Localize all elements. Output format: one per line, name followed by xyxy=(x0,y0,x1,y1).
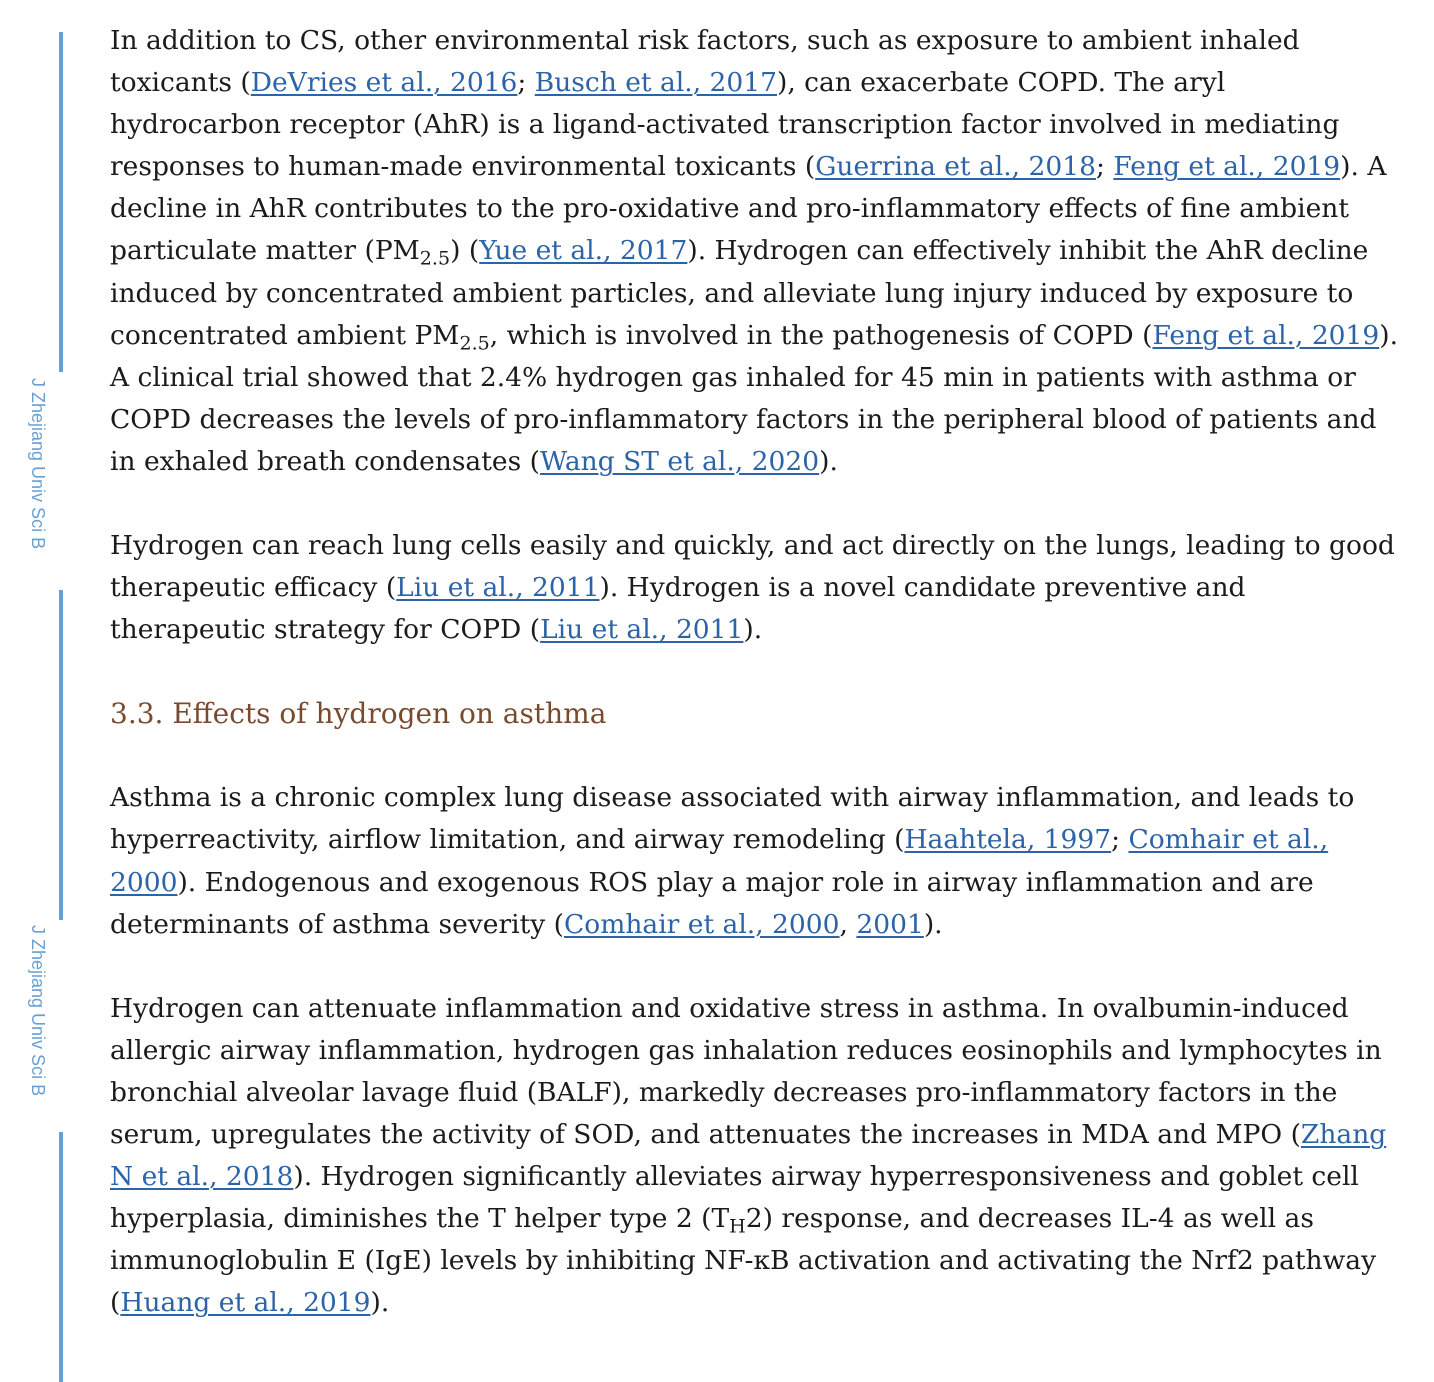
paragraph-hydrogen-asthma xyxy=(110,988,1400,1325)
citation-link[interactable]: Feng et al., 2019 xyxy=(1152,319,1380,351)
subscript: 2.5 xyxy=(459,332,490,355)
text: ). xyxy=(743,614,763,646)
paragraph-copd-environmental xyxy=(110,20,1400,483)
citation-link[interactable]: Haahtela, 1997 xyxy=(904,824,1112,856)
text: Hydrogen can attenuate inflammation and oxidative stress in asthma. In ovalbumin-induced allergic airway inflammation, hydrogen gas inhalation reduces eosinophils and lymphocytes in bronchial alveolar lavage fluid (BALF), markedly decreases pro-inflammatory factors in the serum, upregulates the activity of SOD, and attenuates the increases in MDA and MPO ( xyxy=(110,992,1382,1150)
text: ). Hydrogen is a novel candidate preventive and therapeutic strategy for COPD ( xyxy=(110,572,1246,646)
citation-link[interactable]: 2001 xyxy=(856,908,924,940)
section-heading: 3.3. Effects of hydrogen on asthma xyxy=(110,697,607,731)
citation-link[interactable]: Comhair et al., 2000 xyxy=(110,824,1329,898)
text: ). xyxy=(370,1287,390,1319)
text: ). A decline in AhR contributes to the pro-oxidative and pro-inflammatory effects of fine ambient particulate matter (PM xyxy=(110,151,1387,267)
paragraph-hydrogen-lung xyxy=(110,525,1400,651)
text: ). xyxy=(819,445,838,477)
text: ). Hydrogen can effectively inhibit the AhR decline induced by concentrated ambient particles, and alleviate lung injury induced by exposure to concentrated ambient PM xyxy=(110,235,1369,351)
article-body xyxy=(110,20,1400,1366)
text: , which is involved in the pathogenesis of COPD ( xyxy=(489,319,1153,351)
watermark-text: J Zhejiang Univ Sci B xyxy=(28,925,48,1097)
subscript: 2.5 xyxy=(419,248,451,271)
text: ) ( xyxy=(450,235,480,267)
paragraph-asthma-intro xyxy=(110,777,1400,945)
text: ). Hydrogen significantly alleviates airway hyperresponsiveness and goblet cell hyperplasia, diminishes the T helper type 2 (T xyxy=(110,1161,1359,1235)
text: ), can exacerbate COPD. The aryl hydrocarbon receptor (AhR) is a ligand-activated transcription factor involved in mediating responses to human-made environmental toxicants ( xyxy=(110,67,1340,183)
watermark-bar xyxy=(59,590,63,920)
citation-link[interactable]: Liu et al., 2011 xyxy=(540,614,744,646)
citation-link[interactable]: Comhair et al., 2000 xyxy=(563,908,840,940)
text: Hydrogen can reach lung cells easily and quickly, and act directly on the lungs, leading to good therapeutic efficacy ( xyxy=(110,530,1395,604)
text: 2) response, and decreases IL-4 as well as immunoglobulin E (IgE) levels by inhibiting NF-κB activation and activating the Nrf2 pathway ( xyxy=(110,1203,1377,1319)
citation-link[interactable]: Yue et al., 2017 xyxy=(479,235,688,267)
citation-link[interactable]: Wang ST et al., 2020 xyxy=(539,445,820,477)
text: ). xyxy=(923,908,943,940)
citation-link[interactable]: Guerrina et al., 2018 xyxy=(815,151,1096,183)
watermark-text: J Zhejiang Univ Sci B xyxy=(28,378,48,550)
text: ; xyxy=(1095,151,1114,183)
citation-link[interactable]: DeVries et al., 2016 xyxy=(250,67,518,99)
citation-link[interactable]: Huang et al., 2019 xyxy=(120,1287,371,1319)
citation-link[interactable]: Busch et al., 2017 xyxy=(534,67,777,99)
watermark-bar xyxy=(59,32,63,372)
text: ). A clinical trial showed that 2.4% hydrogen gas inhaled for 45 min in patients with asthma or COPD decreases the levels of pro-inflammatory factors in the peripheral blood of patients and in exhaled breath condensates ( xyxy=(110,319,1399,477)
text: Asthma is a chronic complex lung disease associated with airway inflammation, and leads to hyperreactivity, airflow limitation, and airway remodeling ( xyxy=(110,782,1355,856)
text: In addition to CS, other environmental risk factors, such as exposure to ambient inhaled toxicants ( xyxy=(110,25,1300,99)
citation-link[interactable]: Feng et al., 2019 xyxy=(1113,151,1341,183)
text: ; xyxy=(517,67,535,99)
citation-link[interactable]: Zhang N et al., 2018 xyxy=(110,1118,1387,1193)
text: ). Endogenous and exogenous ROS play a major role in airway inflammation and are determinants of asthma severity ( xyxy=(110,866,1314,940)
watermark-bar xyxy=(59,1132,63,1382)
journal-watermark-sidebar xyxy=(0,0,100,1380)
text: ; xyxy=(1111,824,1129,856)
text: , xyxy=(839,908,857,940)
citation-link[interactable]: Liu et al., 2011 xyxy=(396,572,600,604)
subscript: H xyxy=(729,1215,746,1238)
